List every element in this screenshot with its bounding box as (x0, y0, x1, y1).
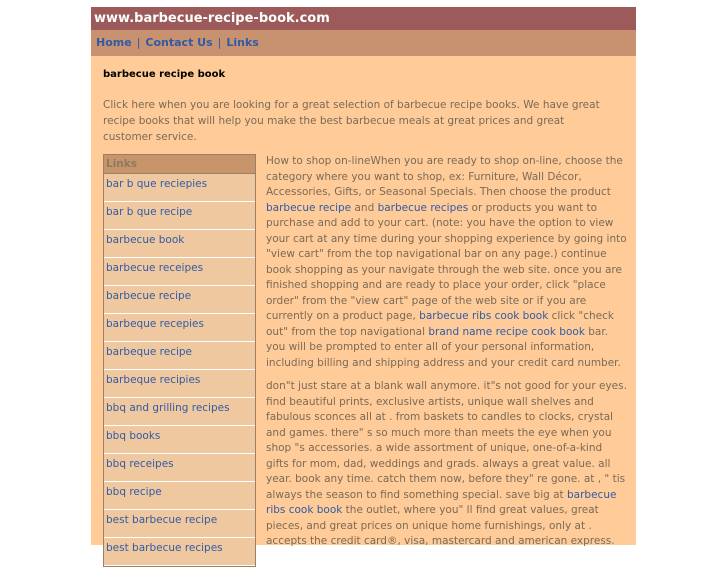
sidebar-link[interactable]: bbq and grilling recipes (104, 398, 255, 426)
sidebar-link[interactable]: best barbecue recipes (104, 538, 255, 566)
intro-text: Click here when you are looking for a great selection of barbecue recipe books. We have great recipe books that will help you make the best barbecue meals at great prices and great customer service. (103, 99, 600, 143)
nav-contact-link[interactable]: Contact Us (145, 36, 213, 49)
article-link[interactable]: barbecue ribs cook book (266, 488, 617, 516)
sidebar-link[interactable]: barbeque recipies (104, 370, 255, 398)
article-link[interactable]: barbecue ribs cook book (419, 310, 549, 322)
page-heading: barbecue recipe book (103, 69, 226, 80)
article-text: don"t just stare at a blank wall anymore. it"s not good for your eyes. find beautiful prints, exclusive artists, unique wall shelves and fabulous sconces all at . from baskets to candles to clocks, crystal and games. there" s so much more than meets the eye when you shop "s accessories. a wide assortment of unique, one-of-a-kind gifts for mom, dad, weddings and grads. always a great value. all year. book any time. catch them now, before they" re gone. at , " tis always the season to find something special. save big at (266, 380, 627, 501)
article-text: How to shop on-lineWhen you are ready to shop on-line, choose the category where you want to shop, ex: Furniture, Wall Décor, Accessories, Gifts, or Seasonal Specials. Then choose the product (266, 155, 623, 198)
article-paragraph (266, 154, 628, 371)
article-text: and (351, 201, 378, 214)
sidebar-link[interactable]: bbq receipes (104, 454, 255, 482)
sidebar-link[interactable]: bar b que recipe (104, 202, 255, 230)
sidebar-link[interactable]: best barbecue recipe (104, 510, 255, 538)
article-link[interactable]: brand name recipe cook book (428, 325, 585, 338)
article-text: click "check out" from the top navigational (266, 310, 614, 338)
article-text: bar. you will be prompted to enter all of your personal information, including billing and shipping address and your credit card number. (266, 325, 621, 369)
sidebar-link[interactable]: bar b que reciepies (104, 174, 255, 202)
page (91, 7, 636, 554)
article-link[interactable]: barbecue recipes (377, 201, 469, 214)
sidebar-link[interactable]: barbecue receipes (104, 258, 255, 286)
sidebar-link[interactable]: barbecue recipe (104, 286, 255, 314)
nav-separator: | (217, 36, 222, 49)
article-paragraph (266, 379, 628, 550)
article-body (266, 154, 628, 558)
links-sidebar (103, 154, 256, 567)
sidebar-link[interactable]: barbeque recipe (104, 342, 255, 370)
article-text: the outlet, where you" ll find great values, great pieces, and great prices on unique home furnishings, only at . accepts the credit card®, visa, mastercard and american express. (266, 504, 615, 547)
sidebar-link[interactable]: barbecue book (104, 230, 255, 258)
site-title: www.barbecue-recipe-book.com (91, 7, 636, 30)
nav-links-link[interactable]: Links (226, 36, 259, 49)
links-sidebar-header: Links (104, 155, 255, 174)
sidebar-link[interactable]: bbq recipe (104, 482, 255, 510)
sidebar-link[interactable]: barbeque recepies (104, 314, 255, 342)
nav-separator: | (136, 36, 141, 49)
article-link[interactable]: barbecue recipe (266, 201, 352, 214)
article-text: or products you want to purchase and add to your cart. (note: you have the option to view your cart at any time during your shopping experience by going into "view cart" from the top navigational bar on any page.) continue book shopping as your navigate through the web site. once you are finished shopping and are ready to place your order, click "place order" from the "view cart" page of the web site or if you are currently on a product page, (266, 201, 627, 322)
sidebar-link[interactable]: bbq books (104, 426, 255, 454)
top-nav (91, 30, 636, 56)
nav-home-link[interactable]: Home (96, 36, 132, 49)
